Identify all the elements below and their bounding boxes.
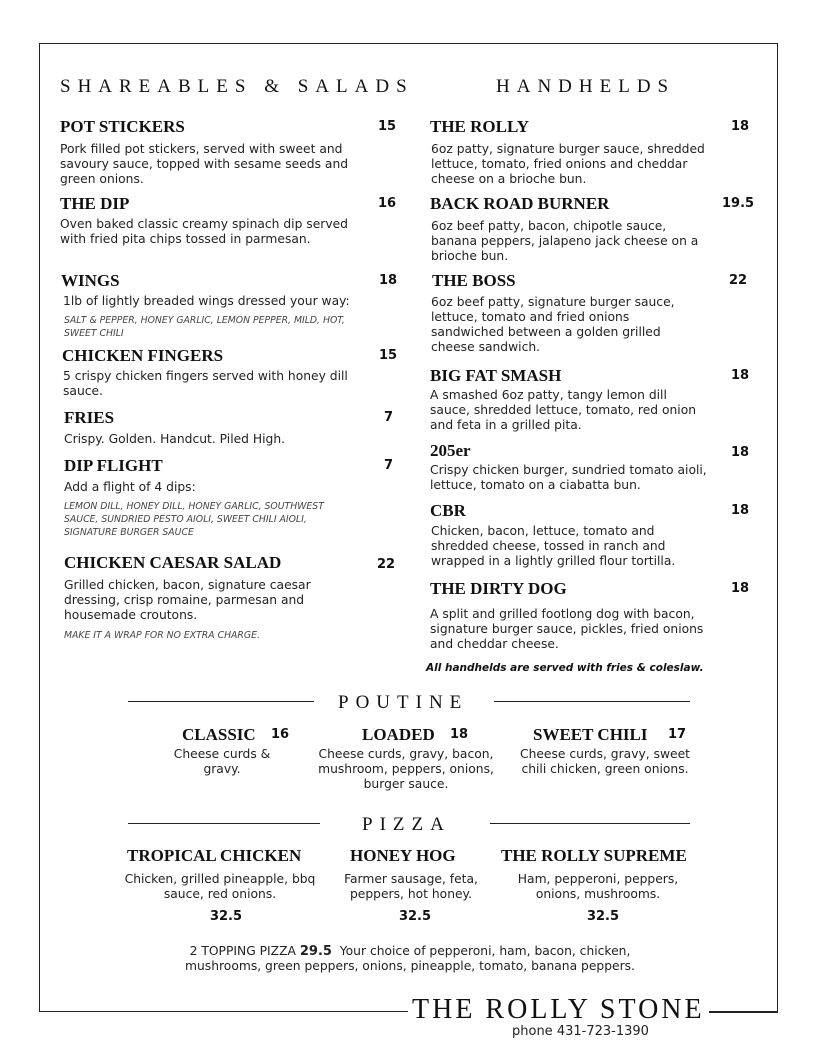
item-price-cbr: 18 (731, 503, 750, 518)
item-desc-fries: Crispy. Golden. Handcut. Piled High. (64, 432, 286, 446)
pizza-price-honey-hog: 32.5 (398, 909, 432, 924)
item-desc-the-boss: 6oz beef patty, signature burger sauce, lettuce, tomato and fried onions sandwiched between a golden grilled cheese sandwich. (431, 295, 675, 354)
section-title-handhelds: HANDHELDS (496, 76, 676, 97)
pizza-name-honey-hog: HONEY HOG (350, 846, 456, 865)
pizza-desc-honey-hog: Farmer sausage, feta, peppers, hot honey. (344, 872, 478, 901)
pizza-rule-right (490, 823, 690, 824)
item-note-chicken-caesar-salad: MAKE IT A WRAP FOR NO EXTRA CHARGE. (64, 630, 260, 641)
item-price-wings: 18 (379, 273, 398, 288)
two-topping-pizza (150, 944, 670, 974)
item-desc-the-dirty-dog: A split and grilled footlong dog with bacon, signature burger sauce, pickles, fried onions and cheddar cheese. (430, 607, 704, 651)
item-name-the-dip: THE DIP (60, 194, 130, 213)
item-desc-chicken-fingers: 5 crispy chicken fingers served with honey dill sauce. (63, 369, 348, 398)
brand-phone: phone 431-723-1390 (512, 1024, 649, 1039)
item-price-the-dirty-dog: 18 (731, 581, 750, 596)
poutine-price-sweet-chili: 17 (668, 727, 687, 742)
item-desc-back-road-burner: 6oz beef patty, bacon, chipotle sauce, banana peppers, jalapeno jack cheese on a brioche bun. (431, 219, 699, 263)
pizza-name-the-rolly-supreme: THE ROLLY SUPREME (501, 846, 687, 865)
item-desc-the-rolly: 6oz patty, signature burger sauce, shredded lettuce, tomato, fried onions and cheddar cheese on a brioche bun. (431, 142, 705, 186)
item-name-205er: 205er (430, 441, 471, 460)
item-price-the-dip: 16 (378, 196, 397, 211)
two-topping-desc: Your choice of pepperoni, ham, bacon, chicken, mushrooms, green peppers, onions, pineapple, tomato, banana peppers. (185, 944, 635, 973)
section-title-pizza: PIZZA (362, 814, 451, 835)
item-name-chicken-fingers: CHICKEN FINGERS (62, 346, 224, 365)
item-name-the-dirty-dog: THE DIRTY DOG (430, 579, 567, 598)
pizza-price-the-rolly-supreme: 32.5 (586, 909, 620, 924)
item-name-wings: WINGS (61, 271, 120, 290)
item-desc-wings: 1lb of lightly breaded wings dressed your way: (63, 294, 350, 308)
section-title-poutine: POUTINE (338, 692, 469, 713)
pizza-price-tropical-chicken: 32.5 (209, 909, 243, 924)
item-name-big-fat-smash: BIG FAT SMASH (430, 366, 562, 385)
item-price-back-road-burner: 19.5 (722, 196, 755, 211)
brand-rule-right (698, 1012, 778, 1013)
item-desc-dip-flight: Add a flight of 4 dips: (64, 480, 196, 494)
item-desc-cbr: Chicken, bacon, lettuce, tomato and shredded cheese, tossed in ranch and wrapped in a lightly grilled flour tortilla. (431, 524, 676, 568)
item-name-cbr: CBR (430, 501, 466, 520)
item-price-the-boss: 22 (729, 273, 748, 288)
poutine-price-classic: 16 (271, 727, 290, 742)
poutine-name-loaded: LOADED (362, 725, 435, 744)
item-price-big-fat-smash: 18 (731, 368, 750, 383)
item-name-chicken-caesar-salad: CHICKEN CAESAR SALAD (64, 553, 282, 572)
item-name-dip-flight: DIP FLIGHT (64, 456, 163, 475)
poutine-desc-loaded: Cheese curds, gravy, bacon, mushroom, peppers, onions, burger sauce. (318, 747, 494, 791)
poutine-rule-right (494, 701, 690, 702)
poutine-rule-left (128, 701, 314, 702)
pizza-desc-the-rolly-supreme: Ham, pepperoni, peppers, onions, mushrooms. (517, 872, 679, 901)
item-desc-205er: Crispy chicken burger, sundried tomato aioli, lettuce, tomato on a ciabatta bun. (430, 463, 707, 492)
section-title-shareables: SHAREABLES & SALADS (60, 76, 414, 97)
item-price-dip-flight: 7 (384, 458, 394, 473)
item-desc-chicken-caesar-salad: Grilled chicken, bacon, signature caesar dressing, crisp romaine, parmesan and housemade croutons. (64, 578, 311, 622)
item-desc-the-dip: Oven baked classic creamy spinach dip served with fried pita chips tossed in parmesan. (60, 217, 348, 246)
poutine-desc-classic: Cheese curds & gravy. (173, 747, 271, 776)
item-price-chicken-caesar-salad: 22 (377, 557, 396, 572)
item-name-the-boss: THE BOSS (432, 271, 516, 290)
pizza-name-tropical-chicken: TROPICAL CHICKEN (127, 846, 302, 865)
item-name-fries: FRIES (64, 408, 115, 427)
two-topping-label: 2 TOPPING PIZZA (189, 944, 296, 958)
poutine-price-loaded: 18 (450, 727, 469, 742)
item-desc-pot-stickers: Pork filled pot stickers, served with sweet and savoury sauce, topped with sesame seeds and green onions. (60, 142, 349, 186)
item-note-wings: SALT & PEPPER, HONEY GARLIC, LEMON PEPPER, MILD, HOT, SWEET CHILI (64, 315, 345, 339)
poutine-name-sweet-chili: SWEET CHILI (533, 725, 648, 744)
item-note-dip-flight: LEMON DILL, HONEY DILL, HONEY GARLIC, SOUTHWEST SAUCE, SUNDRIED PESTO AIOLI, SWEET CHILI AIOLI, SIGNATURE BURGER SAUCE (64, 501, 324, 538)
brand-name: THE ROLLY STONE (408, 994, 709, 1026)
item-price-pot-stickers: 15 (378, 119, 397, 134)
poutine-desc-sweet-chili: Cheese curds, gravy, sweet chili chicken, green onions. (519, 747, 690, 776)
two-topping-price: 29.5 (299, 944, 332, 959)
item-price-chicken-fingers: 15 (379, 348, 398, 363)
item-price-the-rolly: 18 (731, 119, 750, 134)
brand-gap (385, 1012, 395, 1013)
pizza-desc-tropical-chicken: Chicken, grilled pineapple, bbq sauce, red onions. (124, 872, 316, 901)
poutine-name-classic: CLASSIC (182, 725, 256, 744)
pizza-rule-left (128, 823, 320, 824)
item-desc-big-fat-smash: A smashed 6oz patty, tangy lemon dill sauce, shredded lettuce, tomato, red onion and feta in a grilled pita. (430, 388, 697, 432)
item-name-back-road-burner: BACK ROAD BURNER (430, 194, 610, 213)
item-price-205er: 18 (731, 445, 750, 460)
handhelds-footnote: All handhelds are served with fries & coleslaw. (426, 662, 704, 674)
item-name-pot-stickers: POT STICKERS (60, 117, 185, 136)
item-name-the-rolly: THE ROLLY (430, 117, 530, 136)
item-price-fries: 7 (384, 410, 394, 425)
